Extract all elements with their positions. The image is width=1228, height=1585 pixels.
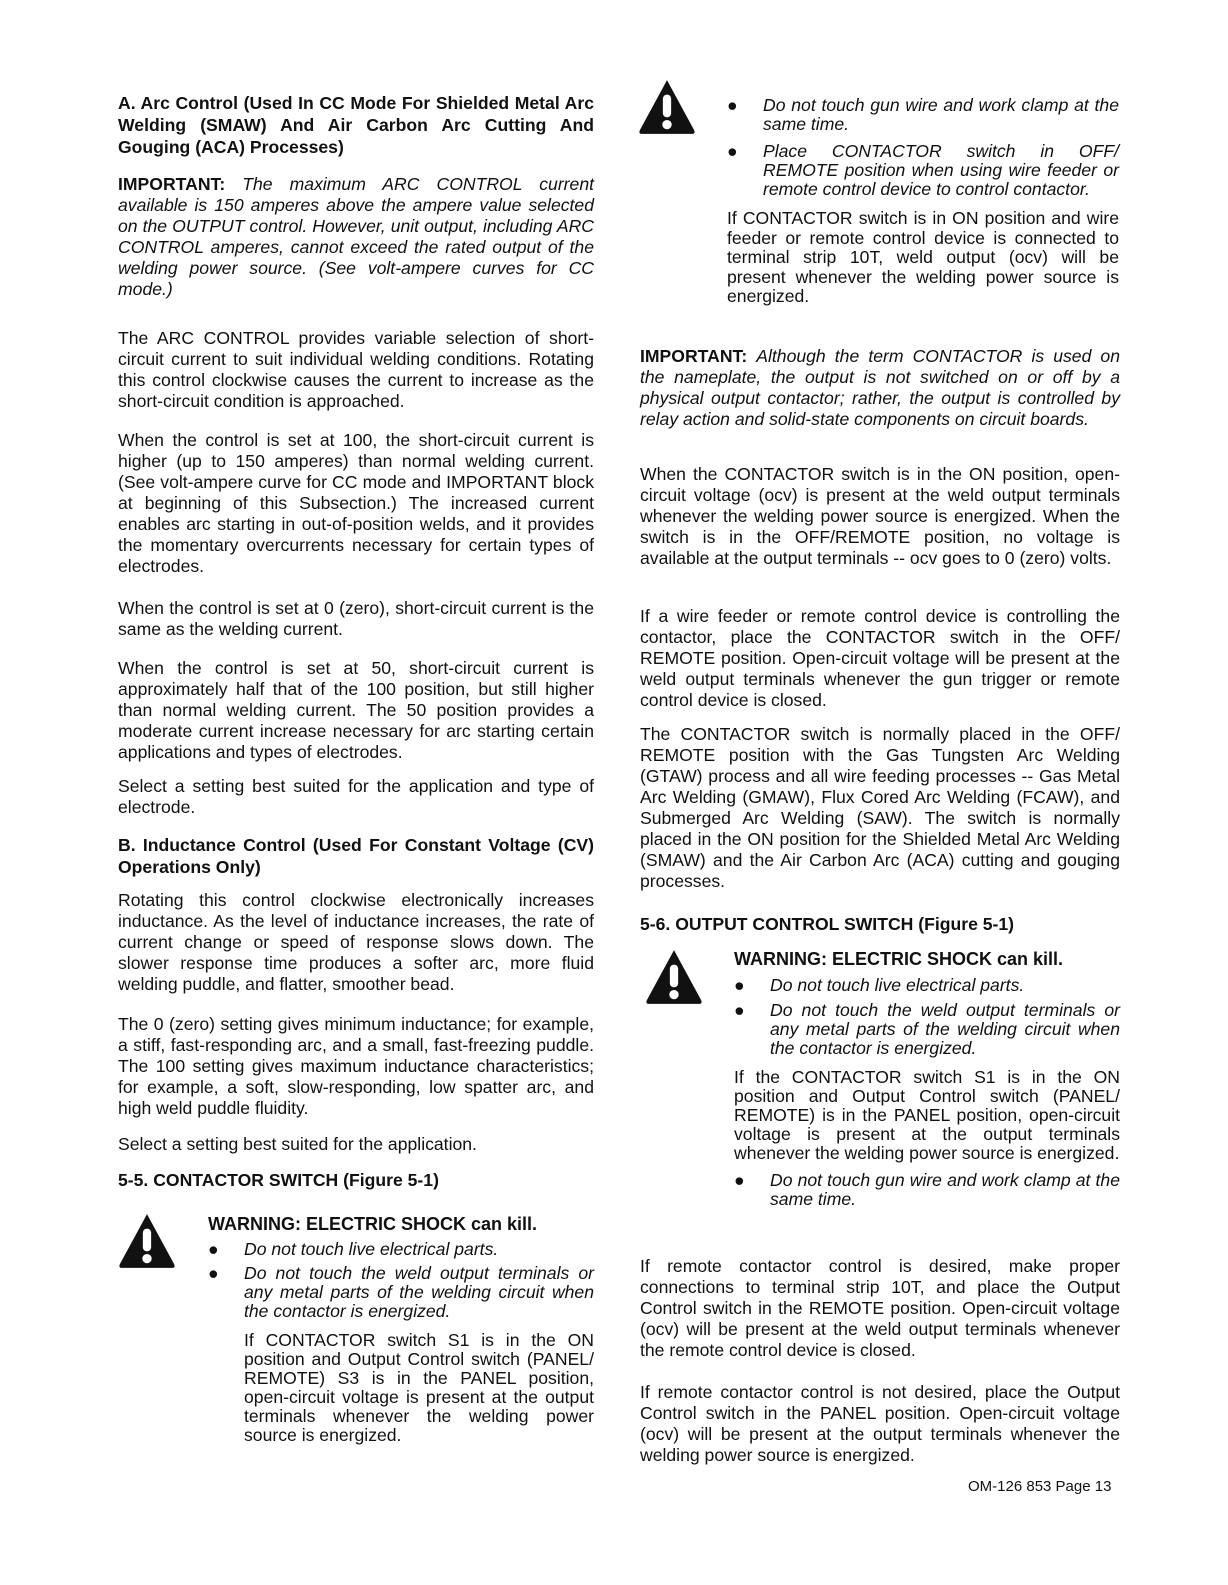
warning-bullet: ● Do not touch the weld output terminals or any metal parts of the welding circuit when the contactor is energized. bbox=[208, 1263, 594, 1321]
left-warning-block bbox=[208, 1214, 594, 1445]
page-footer: OM-126 853 Page 13 bbox=[968, 1478, 1112, 1495]
section-b-heading: B. Inductance Control (Used For Constant Voltage (CV) Operations Only) bbox=[118, 835, 594, 877]
warning-text: If the CONTACTOR switch S1 is in the ON position and Output Control switch (PANEL/ REMOTE) is in the PANEL position, open-circuit voltage is present at the output terminals whenever the welding power source is energized. bbox=[734, 1067, 1120, 1163]
bullet-dot-icon: ● bbox=[734, 1000, 745, 1020]
warning-triangle-icon bbox=[638, 78, 696, 136]
warning-triangle-icon bbox=[645, 948, 703, 1006]
warning-bullet: ● Do not touch gun wire and work clamp at the same time. bbox=[727, 95, 1119, 134]
bullet-dot-icon: ● bbox=[208, 1239, 219, 1259]
warning-triangle-icon bbox=[118, 1212, 176, 1270]
warning-bullet: ● Do not touch live electrical parts. bbox=[734, 975, 1025, 995]
paragraph: When the control is set at 100, the short-circuit current is higher (up to 150 amperes) than normal welding current. (See volt-ampere curve for CC mode and IMPORTANT block at beginning of this Subsection.) The increased current enables arc starting in out-of-position welds, and it provides the momentary overcurrents necessary for certain types of electrodes. bbox=[118, 430, 594, 576]
warning-bullet: ● Do not touch the weld output terminals or any metal parts of the welding circuit when the contactor is energized. bbox=[734, 1000, 1120, 1058]
important-label: IMPORTANT: bbox=[118, 174, 226, 194]
important-text: The maximum ARC CONTROL current available is 150 amperes above the ampere value selected on the OUTPUT control. However, unit output, including ARC CONTROL amperes, cannot exceed the rated output of the welding power source. (See volt-ampere curves for CC mode.) bbox=[118, 174, 594, 299]
important-text: Although the term CONTACTOR is used on the nameplate, the output is not switched on or off by a physical output contactor; rather, the output is controlled by relay action and solid-state components on circuit boards. bbox=[640, 346, 1121, 429]
section-5-5-heading: 5-5. CONTACTOR SWITCH (Figure 5-1) bbox=[118, 1170, 439, 1190]
bullet-dot-icon: ● bbox=[734, 1170, 745, 1190]
paragraph: Select a setting best suited for the application. bbox=[118, 1134, 477, 1154]
right-warning-block-top bbox=[727, 96, 1119, 307]
warning-title: WARNING: ELECTRIC SHOCK can kill. bbox=[208, 1214, 538, 1234]
section-a-heading: A. Arc Control (Used In CC Mode For Shielded Metal Arc Welding (SMAW) And Air Carbon Arc Cutting And Gouging (ACA) Processes) bbox=[118, 93, 594, 157]
important-label: IMPORTANT: bbox=[640, 346, 748, 366]
warning-bullet: ● Place CONTACTOR switch in OFF/ REMOTE position when using wire feeder or remote control device to control contactor. bbox=[727, 141, 1119, 199]
important-note bbox=[118, 174, 594, 300]
paragraph: When the CONTACTOR switch is in the ON position, open-circuit voltage (ocv) is present at the weld output terminals whenever the welding power source is energized. When the switch is in the OFF/REMOTE position, no voltage is available at the output terminals -- ocv goes to 0 (zero) volts. bbox=[640, 464, 1120, 568]
important-note bbox=[640, 346, 1120, 430]
bullet-dot-icon: ● bbox=[734, 975, 745, 995]
paragraph: The ARC CONTROL provides variable selection of short-circuit current to suit individual welding conditions. Rotating this control clockwise causes the current to increase as the short-circuit condition is approached. bbox=[118, 328, 594, 411]
section-5-6-heading: 5-6. OUTPUT CONTROL SWITCH (Figure 5-1) bbox=[640, 914, 1015, 934]
warning-text: If CONTACTOR switch S1 is in the ON position and Output Control switch (PANEL/ REMOTE) S3 is in the PANEL position, open-circuit voltage is present at the output terminals whenever the welding power source is energized. bbox=[244, 1330, 594, 1445]
paragraph: Rotating this control clockwise electronically increases inductance. As the level of inductance increases, the rate of current change or speed of response slows down. The slower response time produces a softer arc, more fluid welding puddle, and flatter, smoother bead. bbox=[118, 890, 594, 994]
warning-bullet: ● Do not touch live electrical parts. bbox=[208, 1239, 499, 1259]
paragraph: The 0 (zero) setting gives minimum inductance; for example, a stiff, fast-responding arc, and a small, fast-freezing puddle. The 100 setting gives maximum inductance characteristics; for example, a soft, slow-responding, low spatter arc, and high weld puddle fluidity. bbox=[118, 1014, 594, 1118]
paragraph: If a wire feeder or remote control device is controlling the contactor, place the CONTACTOR switch in the OFF/ REMOTE position. Open-circuit voltage will be present at the weld output terminals whenever the gun trigger or remote control device is closed. bbox=[640, 606, 1120, 710]
bullet-dot-icon: ● bbox=[727, 141, 738, 161]
warning-text: If CONTACTOR switch is in ON position and wire feeder or remote control device is connected to terminal strip 10T, weld output (ocv) will be present whenever the welding power source is energized. bbox=[727, 208, 1119, 306]
paragraph: When the control is set at 0 (zero), short-circuit current is the same as the welding current. bbox=[118, 598, 594, 639]
paragraph: Select a setting best suited for the application and type of electrode. bbox=[118, 776, 594, 817]
right-warning-block-bottom bbox=[734, 950, 1120, 1209]
warning-bullet: ● Do not touch gun wire and work clamp at the same time. bbox=[734, 1170, 1120, 1209]
bullet-dot-icon: ● bbox=[727, 95, 738, 115]
bullet-dot-icon: ● bbox=[208, 1263, 219, 1283]
paragraph: If remote contactor control is desired, make proper connections to terminal strip 10T, and place the Output Control switch in the REMOTE position. Open-circuit voltage (ocv) will be present at the weld output terminals whenever the remote control device is closed. bbox=[640, 1256, 1120, 1360]
warning-title: WARNING: ELECTRIC SHOCK can kill. bbox=[734, 949, 1064, 969]
paragraph: If remote contactor control is not desired, place the Output Control switch in the PANEL position. Open-circuit voltage (ocv) will be present at the output terminals whenever the welding power source is energized. bbox=[640, 1382, 1120, 1465]
paragraph: The CONTACTOR switch is normally placed in the OFF/ REMOTE position with the Gas Tungsten Arc Welding (GTAW) process and all wire feeding processes -- Gas Metal Arc Welding (GMAW), Flux Cored Arc Welding (FCAW), and Submerged Arc Welding (SAW). The switch is normally placed in the ON position for the Shielded Metal Arc Welding (SMAW) and the Air Carbon Arc (ACA) cutting and gouging processes. bbox=[640, 724, 1120, 891]
paragraph: When the control is set at 50, short-circuit current is approximately half that of the 100 position, but still higher than normal welding current. The 50 position provides a moderate current increase necessary for arc starting certain applications and types of electrodes. bbox=[118, 658, 594, 762]
